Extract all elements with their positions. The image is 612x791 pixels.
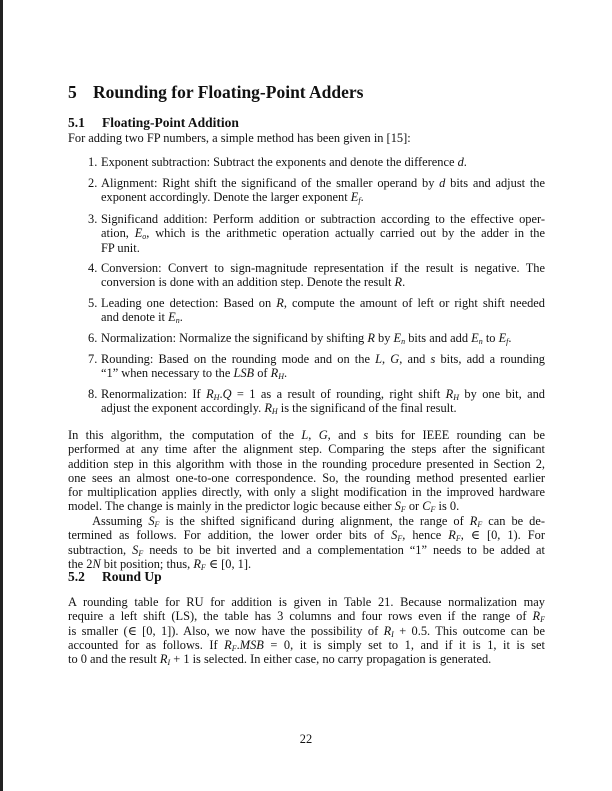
text-line: termined as follows. For addition, the lower order bits of $S_F$, hence $R_F$, ∈ [0, 1). For xyxy=(68,528,545,544)
math-symbol: $E_n$ xyxy=(471,331,483,346)
list-item xyxy=(88,176,545,205)
text-line: “1” when necessary to the LSB of $R_H$. xyxy=(101,366,288,382)
list-item-text xyxy=(101,331,545,345)
math-symbol: $E_f$ xyxy=(498,331,509,346)
scan-edge xyxy=(0,0,3,791)
math-symbol: $R_H$ xyxy=(270,366,285,382)
list-item-text xyxy=(101,352,545,381)
section-title: Rounding for Floating-Point Adders xyxy=(93,82,364,102)
text-line: for multiplication applies directly, with only a slight modification in the improved hardware xyxy=(68,485,545,500)
list-item-text xyxy=(101,261,545,290)
text-line: ation, $E_o$, which is the arithmetic operation actually carried out by the adder in the xyxy=(101,226,545,242)
math-symbol: $R_H$ xyxy=(206,387,220,402)
math-symbol: $R_H$ xyxy=(445,387,460,402)
text-line: Significand addition: Perform addition or subtraction according to the effective oper- xyxy=(101,212,545,226)
subsection-title: Round Up xyxy=(102,569,162,584)
list-item xyxy=(88,352,545,381)
math-symbol: G xyxy=(318,428,328,442)
list-item-number: 3. xyxy=(88,212,98,226)
list-item xyxy=(88,155,545,169)
subsection-number: 5.2 xyxy=(68,569,85,584)
list-item-number: 1. xyxy=(88,155,98,169)
paragraph-range xyxy=(68,514,545,571)
math-symbol: $E_n$ xyxy=(393,331,406,346)
math-symbol: $E_o$ xyxy=(134,226,147,242)
math-symbol: $R_I$ xyxy=(159,652,171,668)
math-symbol: d xyxy=(457,155,464,169)
text-line: Conversion: Convert to sign-magnitude representation if the result is negative. The xyxy=(101,261,545,275)
math-symbol: $R_F$ xyxy=(448,528,461,544)
math-symbol: L xyxy=(375,352,382,366)
math-symbol: $R_F$ xyxy=(532,609,545,625)
math-symbol: MSB xyxy=(239,637,264,652)
text-line: A rounding table for RU for addition is given in Table 21. Because normalization may xyxy=(68,595,545,609)
text-line: the 2N bit position; thus, $R_F$ ∈ [0, 1]. xyxy=(68,556,252,572)
math-symbol: R xyxy=(394,275,403,290)
math-symbol: LSB xyxy=(233,366,255,381)
text-line: adjust the exponent accordingly. $R_H$ is the significand of the final result. xyxy=(101,401,457,417)
list-item-number: 8. xyxy=(88,387,98,401)
list-item-text xyxy=(101,176,545,205)
list-item xyxy=(88,261,545,290)
text-line: Assuming $S_F$ is the shifted significand during alignment, the range of $R_F$ can be de- xyxy=(68,514,545,529)
text-line: conversion is done with an addition step. Denote the result R. xyxy=(101,275,406,290)
math-symbol: Q xyxy=(222,387,232,401)
math-symbol: R xyxy=(367,331,375,345)
list-item-number: 5. xyxy=(88,296,98,310)
math-symbol: s xyxy=(430,352,436,366)
list-item xyxy=(88,387,545,416)
text-line: accounted for as follows. If $R_F.MSB = 0$, it is simply set to 1, and if it is 1, it is set xyxy=(68,637,545,653)
math-symbol: $S_F$ xyxy=(391,528,403,544)
list-item-text xyxy=(101,387,545,416)
math-symbol: R xyxy=(276,296,284,310)
math-symbol: $R_F$ xyxy=(224,637,237,653)
list-item-number: 2. xyxy=(88,176,98,190)
text-line: is smaller (∈ [0, 1]). Also, we now have the possibility of $R_I + 0.5$. This outcome can be xyxy=(68,623,545,639)
math-symbol: $R_H$ xyxy=(264,401,278,417)
list-item-number: 7. xyxy=(88,352,98,366)
text-line: Alignment: Right shift the significand of the smaller operand by d bits and adjust the xyxy=(101,176,545,190)
list-item-text xyxy=(101,155,545,169)
text-line: Leading one detection: Based on R, compute the amount of left or right shift needed xyxy=(101,296,545,310)
paragraph-round-up xyxy=(68,595,545,666)
list-item xyxy=(88,212,545,255)
math-symbol: d xyxy=(439,176,446,190)
list-item-number: 6. xyxy=(88,331,98,345)
paragraph-algorithm xyxy=(68,428,545,514)
subsection-heading-5-1 xyxy=(68,115,239,131)
subsection-heading-5-2 xyxy=(68,569,162,585)
math-symbol: $E_n$ xyxy=(168,310,180,326)
page-number: 22 xyxy=(299,732,313,746)
text-line: subtraction, $S_F$ needs to be bit inverted and a complementation “1” needs to be added at xyxy=(68,542,545,558)
list-item xyxy=(88,331,545,345)
list-item-text xyxy=(101,212,545,255)
math-symbol: $R_I$ xyxy=(383,623,394,639)
math-symbol: $R_F$ xyxy=(469,514,483,529)
math-symbol: $C_F$ xyxy=(422,499,436,515)
math-symbol: $S_F$ xyxy=(394,499,406,515)
section-number: 5 xyxy=(68,82,77,102)
text-line: Exponent subtraction: Subtract the exponents and denote the difference d. xyxy=(101,155,467,169)
list-item xyxy=(88,296,545,325)
text-line: and denote it $E_n$. xyxy=(101,310,183,326)
section-heading xyxy=(68,82,363,103)
text-line: require a left shift (LS), the table has 3 columns and four rows even if the range of $R_F$ xyxy=(68,609,545,625)
subsection-number: 5.1 xyxy=(68,115,85,130)
math-symbol: $S_F$ xyxy=(148,514,160,529)
text-line: performed at any time after the alignment step. Comparing the steps after the significant xyxy=(68,442,545,457)
text-line: model. The change is mainly in the predictor logic because either $S_F$ or $C_F$ is 0. xyxy=(68,499,460,515)
math-symbol: s xyxy=(363,428,369,442)
text-line: to 0 and the result $R_I + 1$ is selected. In either case, no carry propagation is generated. xyxy=(68,652,492,668)
text-line: Rounding: Based on the rounding mode and on the L, G, and s bits, add a rounding xyxy=(101,352,546,366)
math-symbol: N xyxy=(92,556,101,571)
text-line: In this algorithm, the computation of the L, G, and s bits for IEEE rounding can be xyxy=(68,428,545,442)
intro-paragraph xyxy=(68,131,545,145)
text-line: addition step in this algorithm with those in the rounding procedure presented in Section 2, xyxy=(68,456,545,471)
text-line: Normalization: Normalize the significand by shifting R by $E_n$ bits and add $E_n$ to $E_f$. xyxy=(101,331,512,346)
subsection-title: Floating-Point Addition xyxy=(102,115,239,130)
text-line: FP unit. xyxy=(101,240,140,255)
math-symbol: $R_F$ xyxy=(193,556,206,572)
text-line: For adding two FP numbers, a simple method has been given in [15]: xyxy=(68,131,411,145)
list-item-text xyxy=(101,296,545,325)
math-symbol: G xyxy=(390,352,400,366)
text-line: exponent accordingly. Denote the larger exponent $E_f$. xyxy=(101,190,364,206)
math-symbol: $E_f$ xyxy=(350,190,361,206)
math-symbol: $S_F$ xyxy=(132,542,144,558)
list-item-number: 4. xyxy=(88,261,98,275)
text-line: one sees an almost one-to-one correspondence. So, the rounding method presented earlier xyxy=(68,470,545,485)
text-line: Renormalization: If $R_H.Q = 1$ as a result of rounding, right shift $R_H$ by one bit, and xyxy=(101,387,545,402)
math-symbol: L xyxy=(301,428,309,442)
